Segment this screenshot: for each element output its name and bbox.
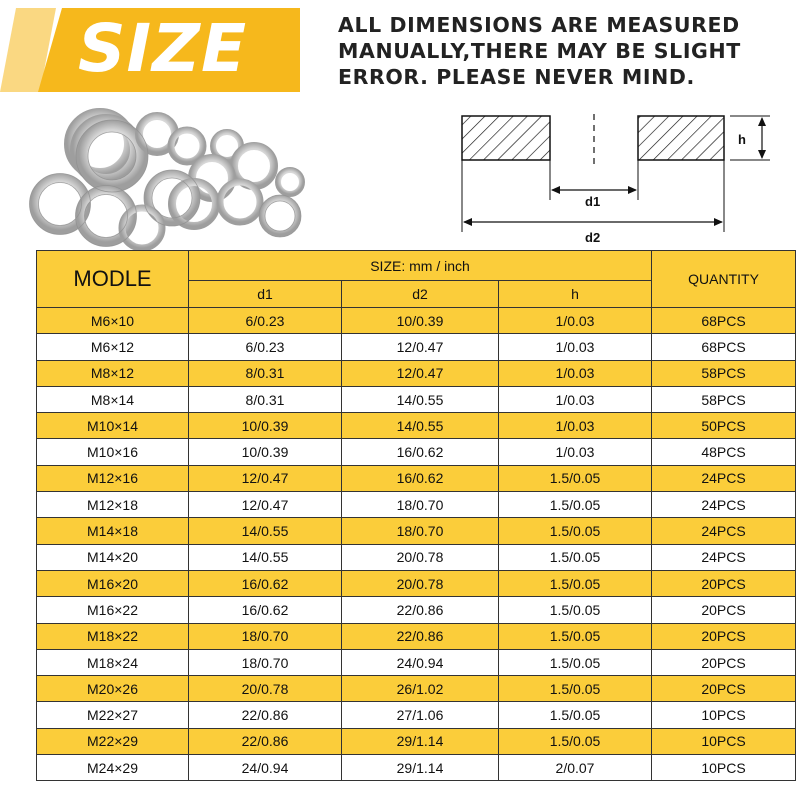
table-row xyxy=(37,544,796,570)
model-cell: M24×29 xyxy=(37,755,189,781)
h-cell: 1.5/0.05 xyxy=(499,492,652,518)
d1-cell: 22/0.86 xyxy=(189,728,342,754)
model-cell: M18×24 xyxy=(37,649,189,675)
h-cell: 1.5/0.05 xyxy=(499,623,652,649)
d1-cell: 16/0.62 xyxy=(189,570,342,596)
table-row xyxy=(37,360,796,386)
cross-section-left xyxy=(462,116,550,160)
h-cell: 1.5/0.05 xyxy=(499,676,652,702)
size-spec-table xyxy=(36,250,796,781)
quantity-cell: 20PCS xyxy=(652,597,796,623)
header-banner xyxy=(0,0,800,100)
h-cell: 1/0.03 xyxy=(499,308,652,334)
d2-cell: 20/0.78 xyxy=(342,544,499,570)
table-row xyxy=(37,334,796,360)
model-cell: M18×22 xyxy=(37,623,189,649)
table-row xyxy=(37,308,796,334)
h-cell: 2/0.07 xyxy=(499,755,652,781)
h-cell: 1/0.03 xyxy=(499,439,652,465)
model-cell: M16×20 xyxy=(37,570,189,596)
d2-cell: 14/0.55 xyxy=(342,413,499,439)
h-cell: 1/0.03 xyxy=(499,334,652,360)
d1-cell: 18/0.70 xyxy=(189,623,342,649)
table-row xyxy=(37,623,796,649)
d2-cell: 16/0.62 xyxy=(342,465,499,491)
d1-cell: 12/0.47 xyxy=(189,465,342,491)
notice-line: ERROR. PLEASE NEVER MIND. xyxy=(338,65,695,89)
model-cell: M10×14 xyxy=(37,413,189,439)
cross-section-right xyxy=(638,116,724,160)
table-row xyxy=(37,386,796,412)
d1-cell: 14/0.55 xyxy=(189,544,342,570)
d2-cell: 22/0.86 xyxy=(342,597,499,623)
d1-cell: 12/0.47 xyxy=(189,492,342,518)
table-row xyxy=(37,755,796,781)
quantity-cell: 10PCS xyxy=(652,728,796,754)
h-cell: 1.5/0.05 xyxy=(499,518,652,544)
d2-cell: 24/0.94 xyxy=(342,649,499,675)
table-row xyxy=(37,649,796,675)
quantity-cell: 24PCS xyxy=(652,518,796,544)
d1-dimension-label: d1 xyxy=(585,194,601,209)
table-row xyxy=(37,439,796,465)
notice-line: MANUALLY,THERE MAY BE SLIGHT xyxy=(338,39,741,63)
model-cell: M22×27 xyxy=(37,702,189,728)
measurement-notice xyxy=(338,12,798,90)
notice-line: ALL DIMENSIONS ARE MEASURED xyxy=(338,13,740,37)
quantity-cell: 58PCS xyxy=(652,386,796,412)
d2-cell: 10/0.39 xyxy=(342,308,499,334)
size-badge xyxy=(0,8,300,92)
h-cell: 1.5/0.05 xyxy=(499,728,652,754)
table-row xyxy=(37,570,796,596)
d1-cell: 14/0.55 xyxy=(189,518,342,544)
d2-cell: 27/1.06 xyxy=(342,702,499,728)
model-cell: M20×26 xyxy=(37,676,189,702)
d2-cell: 29/1.14 xyxy=(342,755,499,781)
quantity-cell: 58PCS xyxy=(652,360,796,386)
h-cell: 1/0.03 xyxy=(499,360,652,386)
washers-product-image xyxy=(22,104,322,254)
h-cell: 1.5/0.05 xyxy=(499,597,652,623)
quantity-cell: 20PCS xyxy=(652,676,796,702)
h-cell: 1.5/0.05 xyxy=(499,465,652,491)
d1-cell: 8/0.31 xyxy=(189,360,342,386)
d1-cell: 6/0.23 xyxy=(189,334,342,360)
quantity-cell: 48PCS xyxy=(652,439,796,465)
quantity-cell: 20PCS xyxy=(652,623,796,649)
model-cell: M12×16 xyxy=(37,465,189,491)
quantity-cell: 24PCS xyxy=(652,492,796,518)
model-cell: M12×18 xyxy=(37,492,189,518)
model-cell: M6×12 xyxy=(37,334,189,360)
d2-cell: 20/0.78 xyxy=(342,570,499,596)
table-row xyxy=(37,676,796,702)
d1-cell: 18/0.70 xyxy=(189,649,342,675)
h-column-header: h xyxy=(499,281,652,308)
d1-cell: 10/0.39 xyxy=(189,413,342,439)
d2-cell: 12/0.47 xyxy=(342,360,499,386)
dimension-diagram xyxy=(440,104,780,250)
d1-cell: 22/0.86 xyxy=(189,702,342,728)
d2-cell: 29/1.14 xyxy=(342,728,499,754)
table-row xyxy=(37,465,796,491)
h-cell: 1/0.03 xyxy=(499,386,652,412)
d1-cell: 24/0.94 xyxy=(189,755,342,781)
h-cell: 1.5/0.05 xyxy=(499,570,652,596)
quantity-cell: 24PCS xyxy=(652,544,796,570)
quantity-column-header: QUANTITY xyxy=(652,251,796,308)
table-row xyxy=(37,518,796,544)
model-cell: M16×22 xyxy=(37,597,189,623)
d1-column-header: d1 xyxy=(189,281,342,308)
quantity-cell: 10PCS xyxy=(652,755,796,781)
model-cell: M14×18 xyxy=(37,518,189,544)
quantity-cell: 24PCS xyxy=(652,465,796,491)
d1-cell: 8/0.31 xyxy=(189,386,342,412)
model-column-header: MODLE xyxy=(37,251,189,308)
table-row xyxy=(37,492,796,518)
d2-cell: 12/0.47 xyxy=(342,334,499,360)
d1-cell: 16/0.62 xyxy=(189,597,342,623)
table-row xyxy=(37,597,796,623)
table-row xyxy=(37,728,796,754)
d2-cell: 18/0.70 xyxy=(342,518,499,544)
table-row xyxy=(37,702,796,728)
d1-cell: 20/0.78 xyxy=(189,676,342,702)
d2-cell: 22/0.86 xyxy=(342,623,499,649)
d1-cell: 10/0.39 xyxy=(189,439,342,465)
quantity-cell: 68PCS xyxy=(652,334,796,360)
model-cell: M8×14 xyxy=(37,386,189,412)
quantity-cell: 20PCS xyxy=(652,570,796,596)
d2-column-header: d2 xyxy=(342,281,499,308)
d2-cell: 26/1.02 xyxy=(342,676,499,702)
model-cell: M6×10 xyxy=(37,308,189,334)
table-row xyxy=(37,413,796,439)
size-group-header: SIZE: mm / inch xyxy=(189,251,652,281)
model-cell: M10×16 xyxy=(37,439,189,465)
quantity-cell: 20PCS xyxy=(652,649,796,675)
h-cell: 1.5/0.05 xyxy=(499,702,652,728)
h-cell: 1.5/0.05 xyxy=(499,649,652,675)
table-body xyxy=(37,308,796,781)
quantity-cell: 68PCS xyxy=(652,308,796,334)
model-cell: M14×20 xyxy=(37,544,189,570)
d2-dimension-label: d2 xyxy=(585,230,601,245)
d2-cell: 14/0.55 xyxy=(342,386,499,412)
quantity-cell: 50PCS xyxy=(652,413,796,439)
d2-cell: 18/0.70 xyxy=(342,492,499,518)
d1-cell: 6/0.23 xyxy=(189,308,342,334)
size-title: SIZE xyxy=(78,10,248,87)
h-cell: 1/0.03 xyxy=(499,413,652,439)
h-dimension-label: h xyxy=(738,132,746,147)
model-cell: M22×29 xyxy=(37,728,189,754)
h-cell: 1.5/0.05 xyxy=(499,544,652,570)
d2-cell: 16/0.62 xyxy=(342,439,499,465)
quantity-cell: 10PCS xyxy=(652,702,796,728)
model-cell: M8×12 xyxy=(37,360,189,386)
